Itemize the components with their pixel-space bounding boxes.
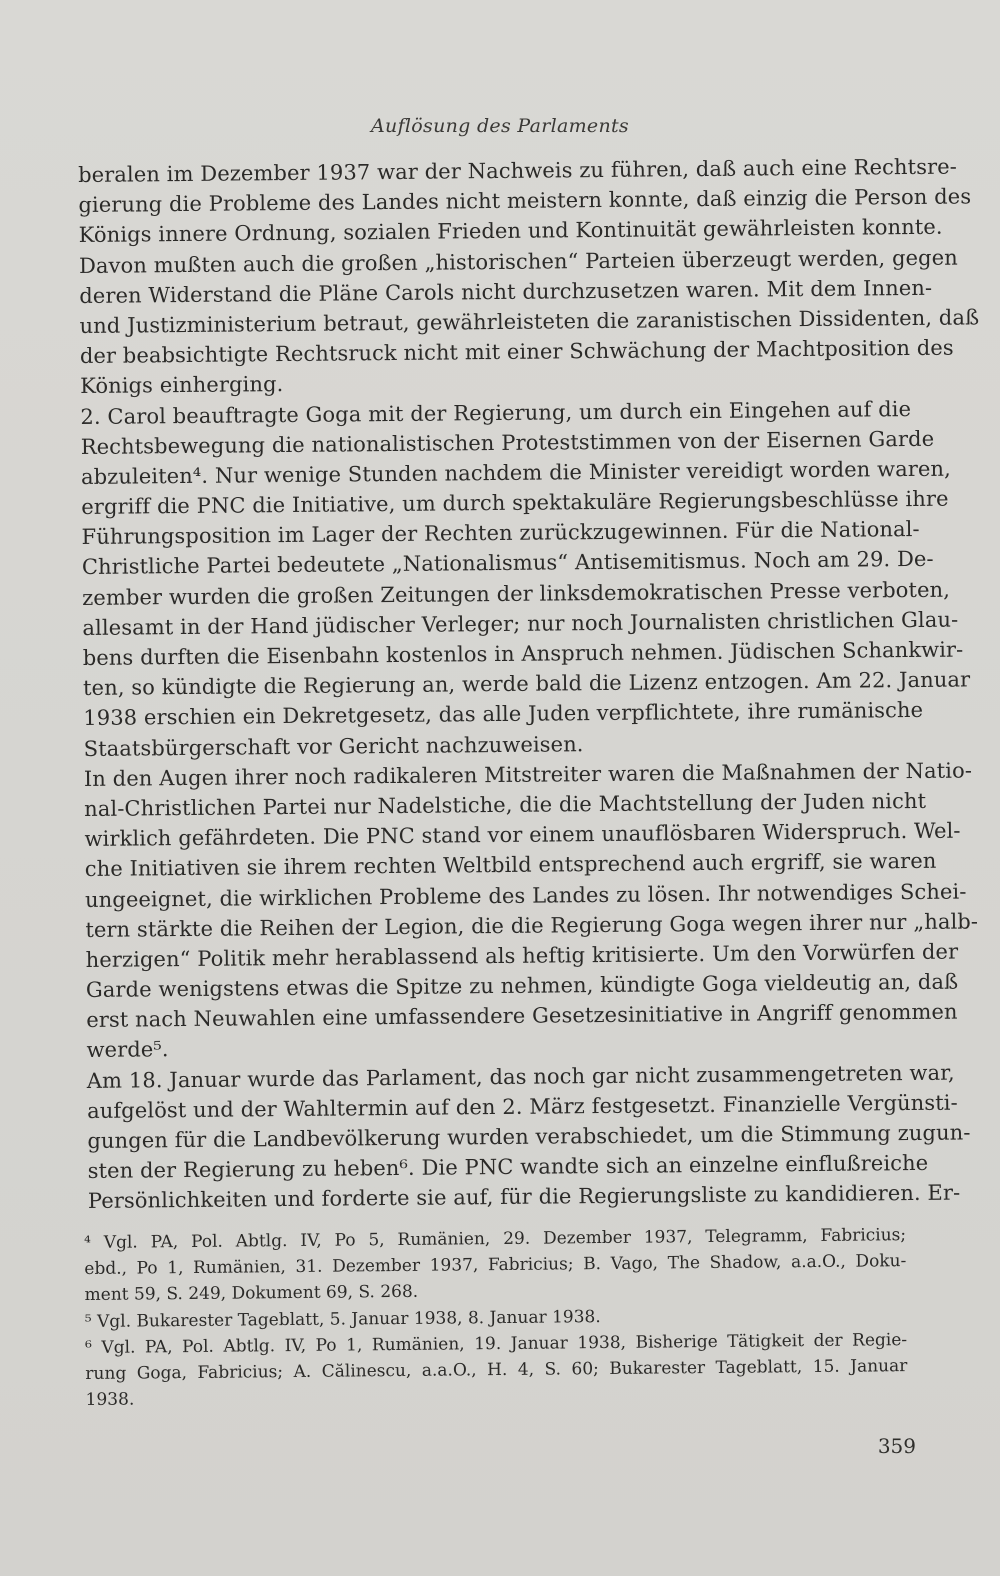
- body-line: 1938 erschien ein Dekretgesetz, das alle Juden verpflichtete, ihre rumänische: [83, 698, 924, 731]
- footnote-line: ebd., Po 1, Rumänien, 31. Dezember 1937, Fabricius; B. Vago, The Shadow, a.a.O., Doku-: [84, 1251, 907, 1280]
- body-line: sten der Regierung zu heben⁶. Die PNC wandte sich an einzelne einflußreiche: [87, 1151, 929, 1184]
- body-line: Davon mußten auch die großen „historischen“ Parteien überzeugt werden, gegen: [78, 245, 958, 278]
- body-line: ten, so kündigte die Regierung an, werde bald die Lizenz entzogen. Am 22. Januar: [82, 667, 971, 701]
- body-line: Führungsposition im Lager der Rechten zurückzugewinnen. Für die National-: [81, 517, 920, 550]
- body-line: aufgelöst und der Wahltermin auf den 2. März festgesetzt. Finanzielle Vergünsti-: [87, 1090, 958, 1123]
- body-line: Christliche Partei bedeutete „Nationalismus“ Antisemitismus. Noch am 29. De-: [81, 547, 934, 580]
- page-number: 359: [877, 1434, 916, 1458]
- body-line: Königs innere Ordnung, sozialen Frieden und Kontinuität gewährleisten konnte.: [78, 215, 943, 248]
- body-line: erst nach Neuwahlen eine umfassendere Gesetzesinitiative in Angriff genommen: [86, 999, 958, 1033]
- body-line: Königs einherging.: [80, 372, 284, 399]
- footnotes: [84, 1222, 908, 1413]
- footnote-line: rung Goga, Fabricius; A. Călinescu, a.a.O., H. 4, S. 60; Bukarester Tageblatt, 15. Januar: [85, 1356, 908, 1384]
- body-line: In den Augen ihrer noch radikaleren Mitstreiter waren die Maßnahmen der Natio-: [83, 758, 973, 791]
- body-line: abzuleiten⁴. Nur wenige Stunden nachdem die Minister vereidigt worden waren,: [80, 456, 951, 489]
- footnote-line: ⁶ Vgl. PA, Pol. Abtlg. IV, Po 1, Rumänien, 19. Januar 1938, Bisherige Tätigkeit der Regie-: [85, 1329, 908, 1358]
- body-text: [78, 152, 980, 1216]
- body-line: deren Widerstand die Pläne Carols nicht durchzusetzen waren. Mit dem Innen-: [79, 275, 933, 308]
- body-line: gierung die Probleme des Landes nicht meistern konnte, daß einzig die Person des: [78, 184, 972, 218]
- body-line: ergriff die PNC die Initiative, um durch spektakuläre Regierungsbeschlüsse ihre: [81, 486, 949, 520]
- body-line: zember wurden die großen Zeitungen der linksdemokratischen Presse verboten,: [82, 577, 951, 610]
- body-line: che Initiativen sie ihrem rechten Weltbild entsprechend auch ergriff, sie waren: [84, 849, 937, 882]
- body-line: bens durften die Eisenbahn kostenlos in Anspruch nehmen. Jüdischen Schankwir-: [82, 637, 964, 670]
- body-line: Persönlichkeiten und forderte sie auf, für die Regierungsliste zu kandidieren. Er-: [87, 1180, 961, 1214]
- body-line: tern stärkte die Reihen der Legion, die die Regierung Goga wegen ihrer nur „halb-: [85, 909, 979, 942]
- body-line: nal-Christlichen Partei nur Nadelstiche, die die Machtstellung der Juden nicht: [84, 788, 927, 821]
- body-line: Staatsbürgerschaft vor Gericht nachzuweisen.: [83, 731, 584, 761]
- body-line: Am 18. Januar wurde das Parlament, das noch gar nicht zusammengetreten war,: [86, 1060, 955, 1093]
- body-line: allesamt in der Hand jüdischer Verleger; nur noch Journalisten christlichen Glau-: [82, 607, 959, 640]
- body-line: wirklich gefährdeten. Die PNC stand vor einem unauflösbaren Widerspruch. Wel-: [84, 818, 961, 852]
- running-header: Auflösung des Parlaments: [371, 115, 629, 137]
- body-line: der beabsichtigte Rechtsruck nicht mit einer Schwächung der Machtposition des: [79, 335, 954, 369]
- body-line: ungeeignet, die wirklichen Probleme des Landes zu lösen. Ihr notwendiges Schei-: [84, 879, 967, 912]
- body-line: und Justizministerium betraut, gewährleisteten die zaranistischen Dissidenten, daß: [79, 305, 980, 338]
- footnote-line: ⁴ Vgl. PA, Pol. Abtlg. IV, Po 5, Rumänien, 29. Dezember 1937, Telegramm, Fabricius;: [84, 1225, 907, 1253]
- body-line: herzigen“ Politik mehr herablassend als heftig kritisierte. Um den Vorwürfen der: [85, 939, 959, 972]
- body-line: Garde wenigstens etwas die Spitze zu nehmen, kündigte Goga vieldeutig an, daß: [85, 969, 959, 1003]
- footnote-line: ⁵ Vgl. Bukarester Tageblatt, 5. Januar 1938, 8. Januar 1938.: [84, 1306, 601, 1332]
- body-line: 2. Carol beauftragte Goga mit der Regierung, um durch ein Eingehen auf die: [80, 396, 912, 429]
- body-line: Rechtsbewegung die nationalistischen Proteststimmen von der Eisernen Garde: [80, 426, 935, 459]
- footnote-line: 1938.: [85, 1389, 135, 1411]
- footnote-line: ment 59, S. 249, Dokument 69, S. 268.: [84, 1282, 419, 1306]
- body-line: gungen für die Landbevölkerung wurden verabschiedet, um die Stimmung zugun-: [87, 1120, 971, 1153]
- body-line: werde⁵.: [86, 1037, 169, 1063]
- body-line: beralen im Dezember 1937 war der Nachweis zu führen, daß auch eine Rechtsre-: [78, 154, 957, 187]
